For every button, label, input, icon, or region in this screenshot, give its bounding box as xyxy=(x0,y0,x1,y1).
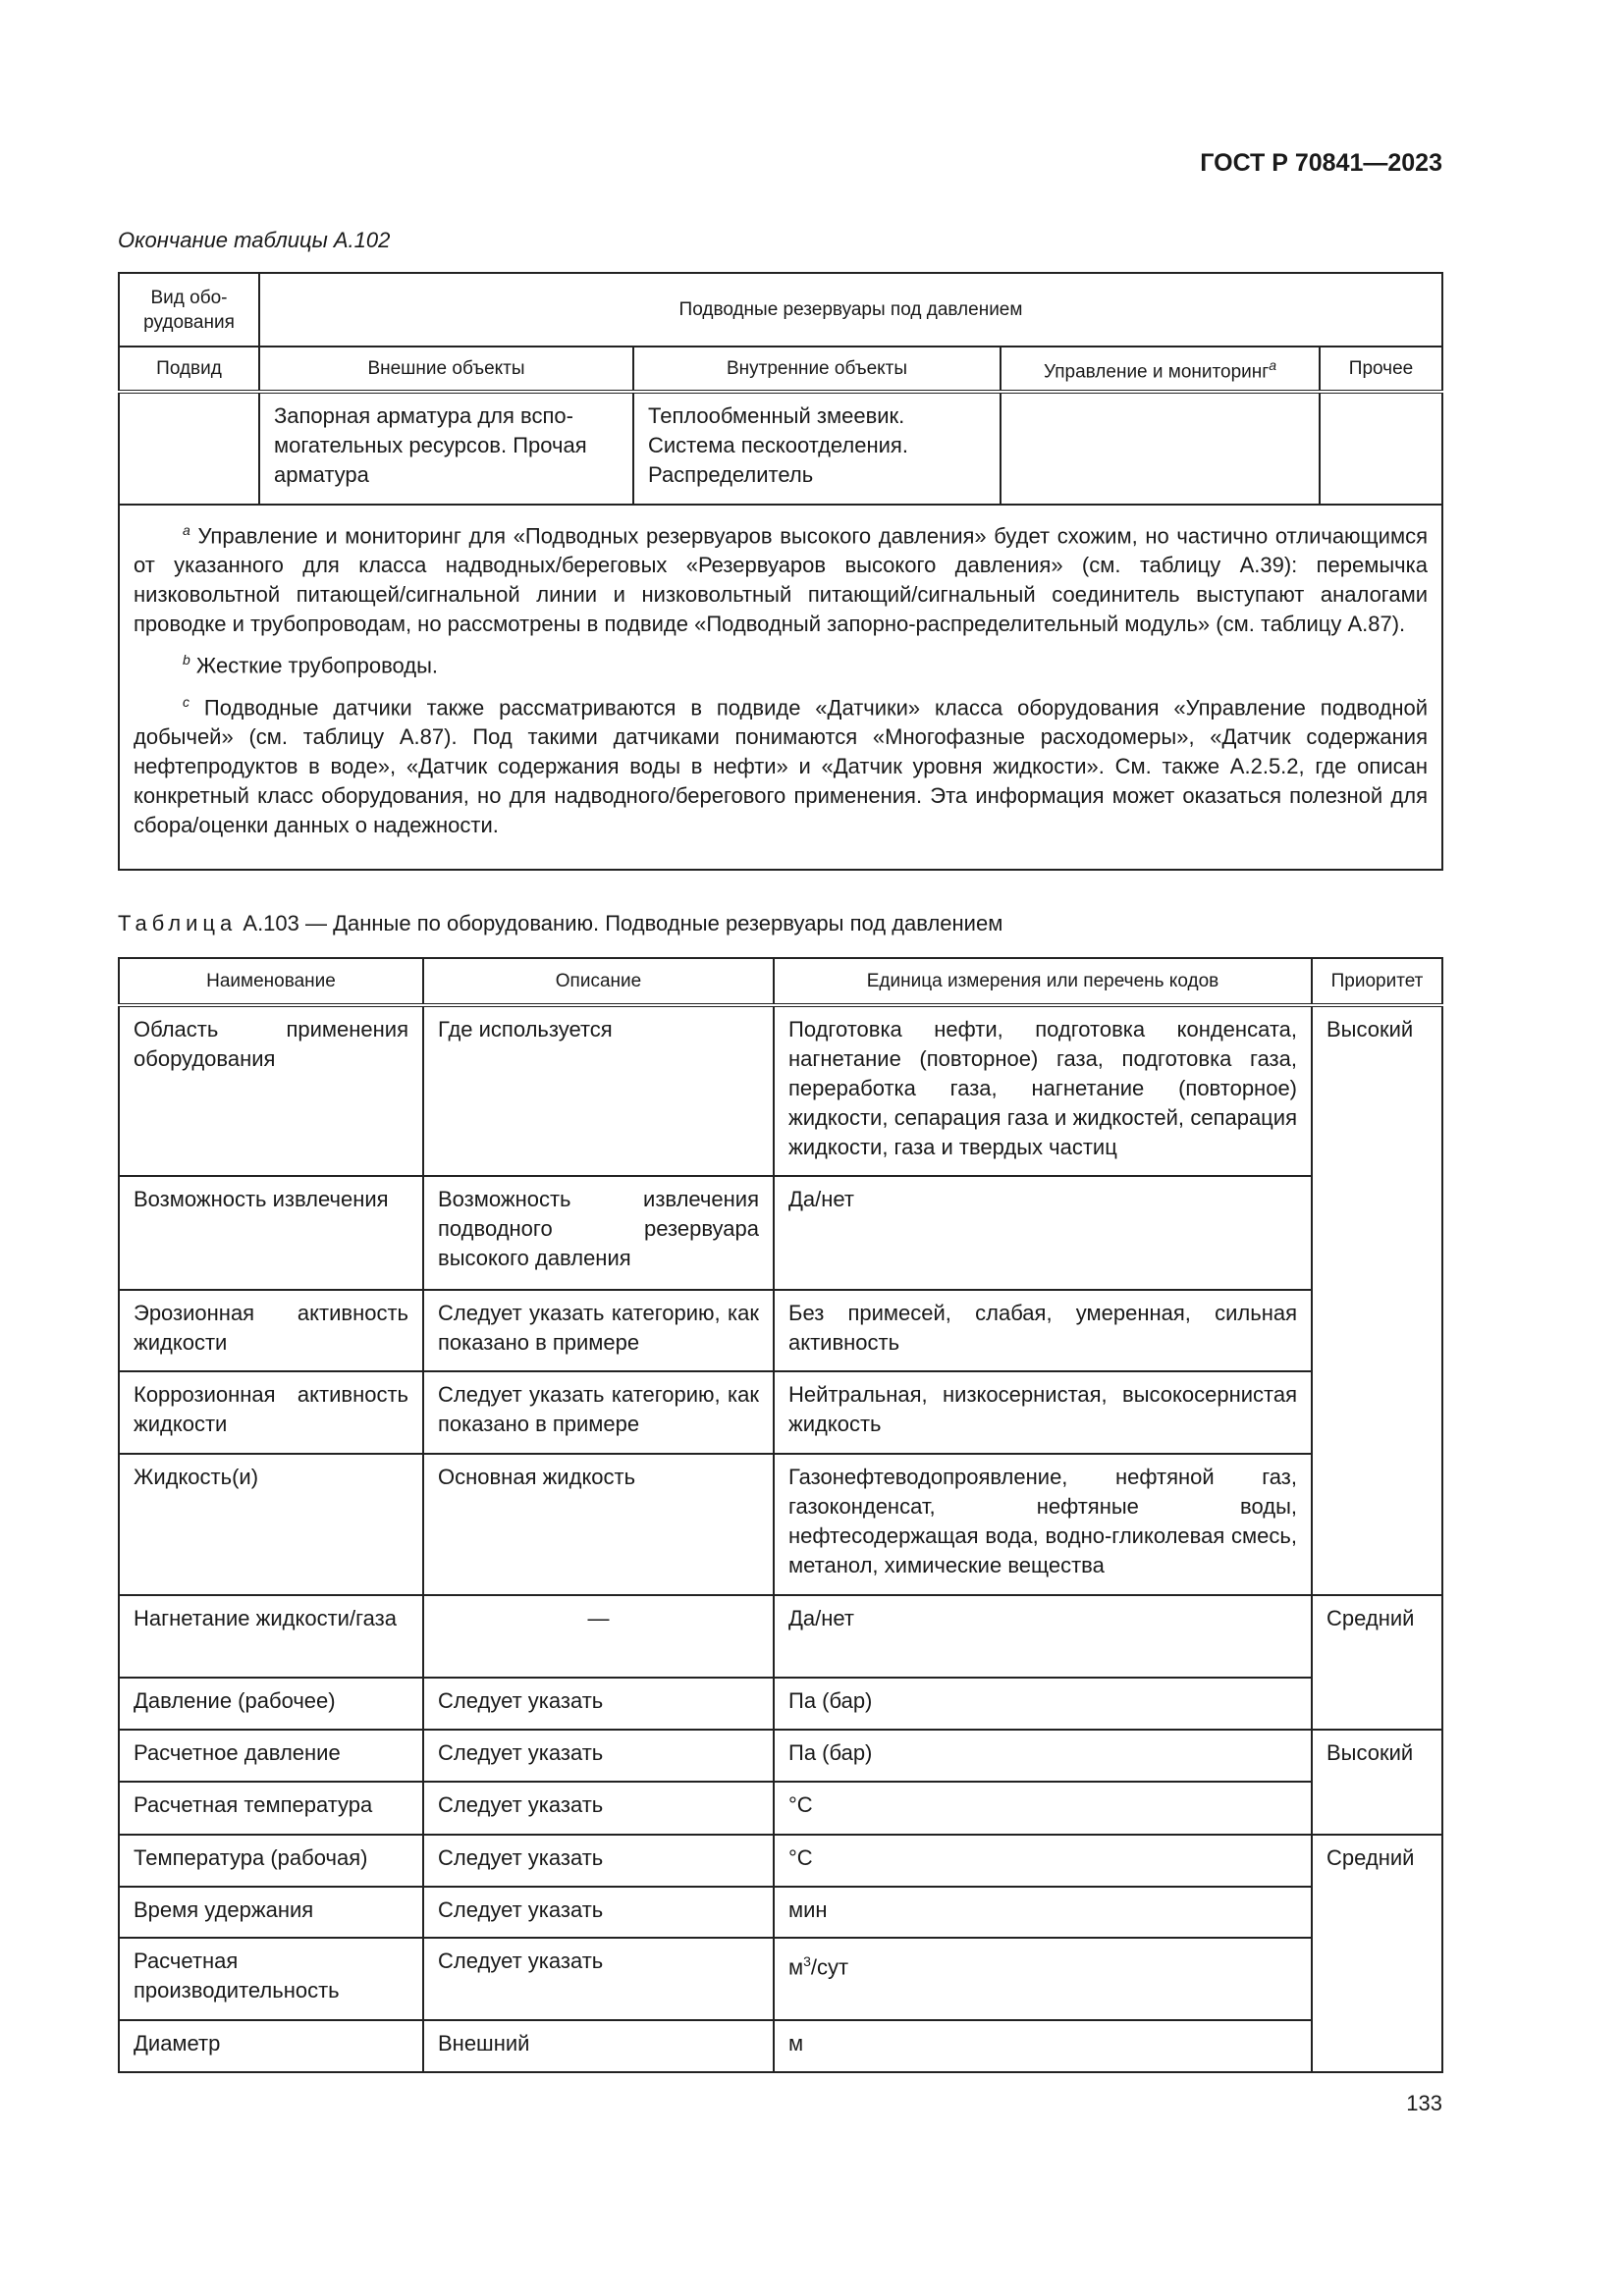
table-row xyxy=(119,1938,1442,2020)
cell-name: Расчетное давление xyxy=(119,1730,423,1782)
unit-tail: /сут xyxy=(810,1954,849,1980)
cell-desc: Следует указать xyxy=(423,1678,774,1730)
cell-name: Диаметр xyxy=(119,2020,423,2072)
cell-external: Запорная арматура для вспо-могательных ресурсов. Прочая арматура xyxy=(259,392,633,505)
cell-unit: Подготовка нефти, подготовка конденсата, нагнетание (повторное) газа, подготовка газа, переработка газа, нагнетание (повторное) жидкости, сепарация газа и жидкостей, сепарация жидкости, газа и твердых частиц xyxy=(774,1005,1312,1176)
table-row xyxy=(119,2020,1442,2072)
table-row xyxy=(119,1454,1442,1595)
table-row xyxy=(119,1005,1442,1176)
cell-priority: Высокий xyxy=(1312,1730,1442,1835)
cell-name: Температура (рабочая) xyxy=(119,1835,423,1887)
cell-name: Жидкость(и) xyxy=(119,1454,423,1595)
cell-priority: Высокий xyxy=(1312,1005,1442,1595)
cell-desc: Следует указать xyxy=(423,1730,774,1782)
col-external: Внешние объекты xyxy=(259,347,633,392)
cell-control xyxy=(1001,392,1320,505)
cell-subtype xyxy=(119,392,259,505)
cell-name: Расчетная температура xyxy=(119,1782,423,1835)
cell-name: Время удержания xyxy=(119,1887,423,1938)
cell-desc: Следует указать xyxy=(423,1782,774,1835)
table-row xyxy=(119,1595,1442,1678)
cell-desc: — xyxy=(423,1595,774,1678)
table-row xyxy=(119,1371,1442,1454)
cell-desc: Следует указать категорию, как показано в примере xyxy=(423,1371,774,1454)
cell-desc: Следует указать категорию, как показано в примере xyxy=(423,1290,774,1371)
col-control: Управление и мониторинг$^a$ xyxy=(1001,347,1320,392)
cell-desc: Следует указать xyxy=(423,1887,774,1938)
table-row xyxy=(119,1730,1442,1782)
cell-internal: Теплообменный змеевик. Система пескоотделения. Распределитель xyxy=(633,392,1001,505)
footnote-a: $^a$ Управление и мониторинг для «Подводных резервуаров высокого давления» будет схожим, но частично отличающимся от указанного для класса надводных/береговых «Резервуаров высокого давления» (см. таблицу А.39): перемычка низковольтной питающей/сигнальной линии и низковольтный питающий/сигнальный соединитель выступают аналогами проводке и трубопроводам, но рассмотрены в подвиде «Подводный запорно-распределительный модуль» (см. таблицу А.87). xyxy=(134,522,1428,637)
cell-name: Нагнетание жидкости/газа xyxy=(119,1595,423,1678)
cell-desc: Следует указать xyxy=(423,1835,774,1887)
document-code: ГОСТ Р 70841—2023 xyxy=(1200,149,1442,177)
cell-other xyxy=(1320,392,1442,505)
table-row xyxy=(119,1176,1442,1290)
cell-desc: Следует указать xyxy=(423,1938,774,2020)
cell-desc: Где используется xyxy=(423,1005,774,1176)
cell-name: Коррозионная активность жидкости xyxy=(119,1371,423,1454)
cell-desc: Возможность извлечения подводного резервуара высокого давления xyxy=(423,1176,774,1290)
cell-unit: Па (бар) xyxy=(774,1678,1312,1730)
cell-unit xyxy=(774,1938,1312,2020)
table-continuation-caption: Окончание таблицы А.102 xyxy=(118,228,391,252)
unit-base: м xyxy=(788,1954,804,1980)
cell-unit: Да/нет xyxy=(774,1176,1312,1290)
cell-unit: Да/нет xyxy=(774,1595,1312,1678)
cell-desc: Внешний xyxy=(423,2020,774,2072)
table-row xyxy=(119,1835,1442,1887)
cell-name: Возможность извлечения xyxy=(119,1176,423,1290)
cell-unit: мин xyxy=(774,1887,1312,1938)
col-internal: Внутренние объекты xyxy=(633,347,1001,392)
cell-unit: Нейтральная, низкосернистая, высокосернистая жидкость xyxy=(774,1371,1312,1454)
cell-unit: м xyxy=(774,2020,1312,2072)
cell-unit: Без примесей, слабая, умеренная, сильная активность xyxy=(774,1290,1312,1371)
cell-priority: Средний xyxy=(1312,1835,1442,2072)
col-other: Прочее xyxy=(1320,347,1442,392)
cell-name: Давление (рабочее) xyxy=(119,1678,423,1730)
cell-priority: Средний xyxy=(1312,1595,1442,1730)
cell-desc: Основная жидкость xyxy=(423,1454,774,1595)
unit-exponent: 3 xyxy=(803,1953,811,1969)
cell-name: Эрозионная активность жидкости xyxy=(119,1290,423,1371)
cell-unit: °С xyxy=(774,1782,1312,1835)
footnotes xyxy=(119,505,1442,870)
col-priority: Приоритет xyxy=(1312,958,1442,1005)
footnote-c: $^c$ Подводные датчики также рассматриваются в подвиде «Датчики» класса оборудования «Управление подводной добычей» (см. таблицу А.87). Под такими датчиками понимаются «Многофазные расходомеры», «Датчик содержания нефтепродуктов в воде», «Датчик содержания воды в нефти» и «Датчик уровня жидкости». См. также А.2.5.2, где описан конкретный класс оборудования, но для надводного/берегового применения. Эта информация может оказаться полезной для сбора/оценки данных о надежности. xyxy=(134,693,1428,837)
table-a102 xyxy=(118,272,1443,871)
page-number: 133 xyxy=(1406,2091,1442,2115)
cell-unit: Па (бар) xyxy=(774,1730,1312,1782)
cell-name: Область применения оборудования xyxy=(119,1005,423,1176)
table-row xyxy=(119,1887,1442,1938)
col-unit: Единица измерения или перечень кодов xyxy=(774,958,1312,1005)
table-a103 xyxy=(118,957,1443,2073)
col-subtype: Подвид xyxy=(119,347,259,392)
equip-type-label: Вид обо-рудования xyxy=(119,273,259,347)
cell-name: Расчетная производительность xyxy=(119,1938,423,2020)
table-row xyxy=(119,1782,1442,1835)
cell-unit: °С xyxy=(774,1835,1312,1887)
table-row xyxy=(119,1290,1442,1371)
table-a103-caption: Таблица А.103 — Данные по оборудованию. Подводные резервуары под давлением xyxy=(118,911,1003,935)
cell-unit: Газонефтеводопроявление, нефтяной газ, газоконденсат, нефтяные воды, нефтесодержащая вода, водно-гликолевая смесь, метанол, химические вещества xyxy=(774,1454,1312,1595)
footnote-b: $^b$ Жесткие трубопроводы. xyxy=(183,652,439,678)
equip-type-value: Подводные резервуары под давлением xyxy=(259,273,1442,347)
col-desc: Описание xyxy=(423,958,774,1005)
table-row xyxy=(119,1678,1442,1730)
col-name: Наименование xyxy=(119,958,423,1005)
